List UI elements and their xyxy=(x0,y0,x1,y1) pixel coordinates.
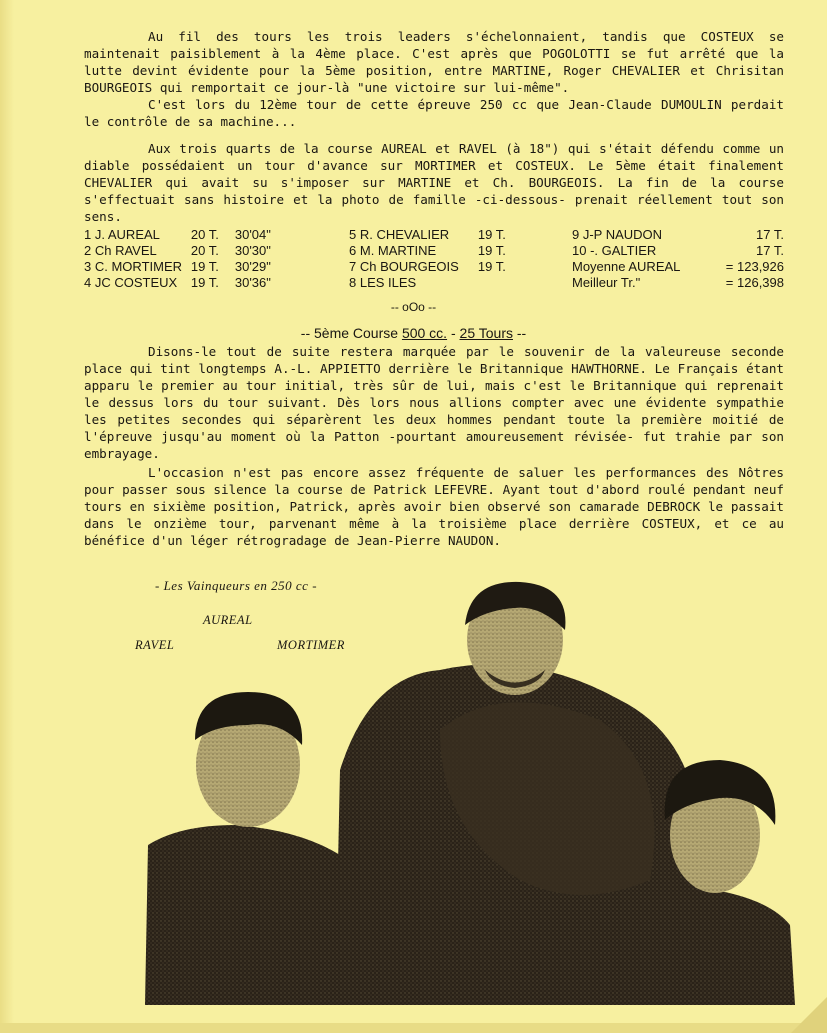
result-row: 1 J. AUREAL 20 T. 30'04" xyxy=(84,227,271,242)
race-text xyxy=(84,343,784,462)
result-row: 3 C. MORTIMER 19 T. 30'29" xyxy=(84,259,271,274)
result-row: Moyenne AUREAL = 123,926 xyxy=(572,259,784,274)
result-row: 6 M. MARTINE 19 T. xyxy=(349,243,506,258)
photo-caption: - Les Vainqueurs en 250 cc - xyxy=(155,578,318,593)
paragraph-5: L'occasion n'est pas encore assez fréquente de saluer les performances des Nôtres pour passer sous silence la course de Patrick LEFEVRE. Ayant tout d'abord roulé pendant neuf tours en sixième position, Patrick, après avoir bien observé son camarade DEBROCK le passait dans le onzième tour, parvenant même à la troisième place derrière COSTEUX, et ce au bénéfice d'un léger rétrogradage de Jean-Pierre NAUDON. xyxy=(84,465,784,548)
course-heading: -- 5ème Course 500 cc. - 25 Tours -- xyxy=(300,325,527,341)
right-body xyxy=(600,887,795,1005)
result-row: Meilleur Tr." = 126,398 xyxy=(572,275,784,290)
intro-text xyxy=(84,28,784,130)
results-column-3 xyxy=(572,227,784,291)
result-row: 10 -. GALTIER 17 T. xyxy=(572,243,784,258)
photo-name-ravel: RAVEL xyxy=(135,638,175,652)
result-row: 4 JC COSTEUX 19 T. 30'36" xyxy=(84,275,271,290)
winners-photo xyxy=(140,580,795,1005)
paragraph-2: C'est lors du 12ème tour de cette épreuve 250 cc que Jean-Claude DUMOULIN perdait le contrôle de sa machine... xyxy=(84,97,784,129)
photo-name-mortimer: MORTIMER xyxy=(277,638,345,652)
photo-name-aureal: AUREAL xyxy=(203,613,253,627)
result-row: 2 Ch RAVEL 20 T. 30'30" xyxy=(84,243,271,258)
race-text-2 xyxy=(84,464,784,549)
paragraph-3: Aux trois quarts de la course AUREAL et RAVEL (à 18") qui s'était défendu comme un diable possédaient un tour d'avance sur MORTIMER et COSTEUX. Le 5ème était finalement CHEVALIER qui avait su s'imposer sur MARTINE et Ch. BOURGEOIS. La fin de la course s'effectuait sans histoire et la photo de famille -ci-dessous- prenait réellement tout son sens. xyxy=(84,141,784,224)
result-row: 9 J-P NAUDON 17 T. xyxy=(572,227,784,242)
bottom-edge xyxy=(0,1023,827,1033)
results-column-2 xyxy=(349,227,529,291)
section-separator: -- oOo -- xyxy=(390,300,437,314)
paragraph-4: Disons-le tout de suite restera marquée par le souvenir de la valeureuse seconde place qui tint longtemps A.-L. APPIETTO derrière le Britannique HAWTHORNE. Le Français étant apparu le premier au tour initial, très sûr de lui, mais c'est le Britannique qui reprenait le dessus lors du tour suivant. Dès lors nous allions compter avec une évidente sympathie les petites secondes qui séparèrent les deux hommes pendant toute la première moitié de l'épreuve jusqu'au moment où la Patton -pourtant amoureusement révisée- fut trahie par son embrayage. xyxy=(84,344,784,461)
results-column-1 xyxy=(84,227,319,291)
result-row: 8 LES ILES xyxy=(349,275,417,290)
corner-fold xyxy=(791,997,827,1033)
left-body xyxy=(145,825,355,1005)
paragraph-1: Au fil des tours les trois leaders s'échelonnaient, tandis que COSTEUX se maintenait paisiblement à la 4ème place. C'est après que POGOLOTTI se fut arrêté que la lutte devint évidente pour la 5ème position, entre MARTINE, Roger CHEVALIER et Chrisitan BOURGEOIS qui remportait ce jour-là "une victoire sur lui-même". xyxy=(84,29,784,95)
result-row: 5 R. CHEVALIER 19 T. xyxy=(349,227,506,242)
page-edge xyxy=(0,0,14,1033)
result-row: 7 Ch BOURGEOIS 19 T. xyxy=(349,259,506,274)
intro-text-2 xyxy=(84,140,784,225)
